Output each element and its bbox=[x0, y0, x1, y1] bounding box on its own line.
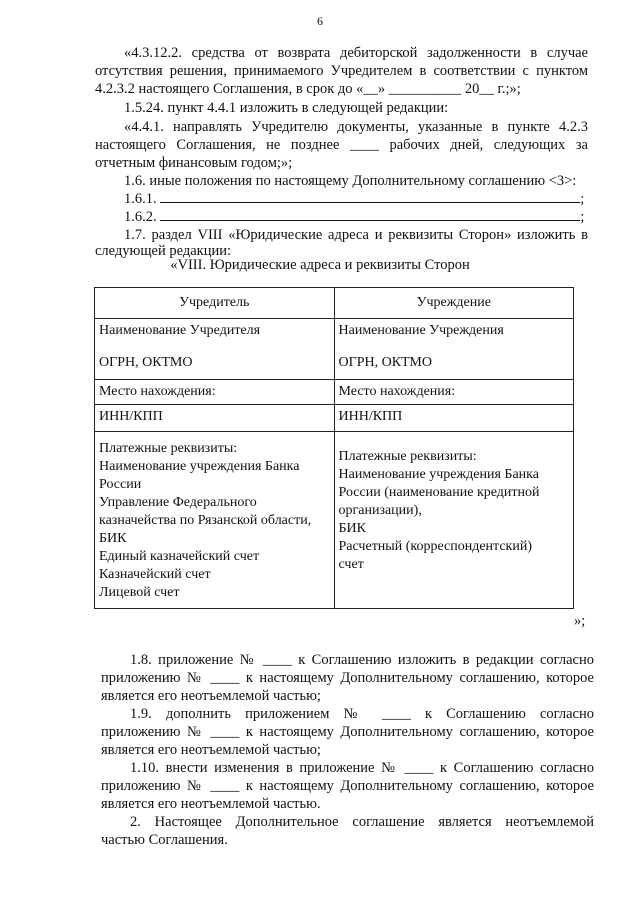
para-1-5-24: 1.5.24. пункт 4.4.1 изложить в следующей редакции: bbox=[124, 100, 449, 116]
page-number: 6 bbox=[317, 14, 323, 28]
para-1-8-line3: является его неотъемлемой частью; bbox=[101, 688, 321, 704]
para-2-line1: 2. Настоящее Дополнительное соглашение является неотъемлемой bbox=[130, 814, 594, 830]
institution-name-cell bbox=[334, 319, 574, 380]
founder-payment-line: России bbox=[99, 477, 142, 492]
founder-payment-line: Платежные реквизиты: bbox=[99, 441, 238, 456]
para-1-6-1-end: ; bbox=[580, 191, 585, 207]
para-1-6-1 bbox=[124, 190, 588, 208]
founder-payment-line: казначейства по Рязанской области, bbox=[99, 513, 312, 528]
header-institution: Учреждение bbox=[334, 288, 574, 319]
para-1-6-2-end: ; bbox=[580, 209, 585, 225]
table-row-payment bbox=[95, 432, 574, 609]
founder-location: Место нахождения: bbox=[95, 380, 335, 405]
para-1-10-line3: является его неотъемлемой частью. bbox=[101, 796, 321, 812]
founder-payment-line: Управление Федерального bbox=[99, 495, 257, 510]
para-4-3-12-2-line3: 4.2.3.2 настоящего Соглашения, в срок до «__» __________ 20__ г.;»; bbox=[95, 81, 521, 97]
founder-payment-line: Лицевой счет bbox=[99, 585, 180, 600]
founder-payment-line: Казначейский счет bbox=[99, 567, 211, 582]
para-4-4-1-line1: «4.4.1. направлять Учредителю документы, указанные в пункте 4.2.3 bbox=[124, 119, 588, 135]
requisites-table bbox=[94, 287, 574, 609]
table-row-location bbox=[95, 380, 574, 405]
para-1-7-line2: следующей редакции: bbox=[95, 243, 232, 259]
para-1-9-line2: приложению № ____ к настоящему Дополнительному соглашению, которое bbox=[101, 724, 594, 740]
para-4-4-1-line3: отчетным финансовым годом;»; bbox=[95, 155, 293, 171]
institution-payment-line: Расчетный (корреспондентский) bbox=[338, 539, 532, 554]
institution-location: Место нахождения: bbox=[334, 380, 574, 405]
para-1-9-line3: является его неотъемлемой частью; bbox=[101, 742, 321, 758]
founder-inn: ИНН/КПП bbox=[95, 405, 335, 432]
founder-name: Наименование Учредителя bbox=[99, 323, 261, 338]
founder-payment-line: Единый казначейский счет bbox=[99, 549, 260, 564]
para-1-6: 1.6. иные положения по настоящему Дополнительному соглашению <3>: bbox=[124, 173, 577, 189]
table-header-row bbox=[95, 288, 574, 319]
para-1-10-line2: приложению № ____ к настоящему Дополнительному соглашению, которое bbox=[101, 778, 594, 794]
institution-payment-line: БИК bbox=[338, 521, 366, 536]
table-row-names bbox=[95, 319, 574, 380]
institution-payment-line: Наименование учреждения Банка bbox=[338, 467, 539, 482]
para-1-6-1-number: 1.6.1. bbox=[124, 191, 157, 207]
para-1-8-line1: 1.8. приложение № ____ к Соглашению изложить в редакции согласно bbox=[130, 652, 594, 668]
para-1-9-line1: 1.9. дополнить приложением № ____ к Соглашению согласно bbox=[130, 706, 594, 722]
institution-name: Наименование Учреждения bbox=[338, 323, 504, 338]
para-4-3-12-2-line2: отсутствия решения, принимаемого Учредителем в соответствии с пунктом bbox=[95, 63, 588, 79]
para-1-6-1-blank bbox=[160, 190, 580, 203]
para-1-6-2-blank bbox=[160, 208, 580, 221]
para-1-6-2 bbox=[124, 208, 588, 226]
header-founder: Учредитель bbox=[95, 288, 335, 319]
founder-payment-line: БИК bbox=[99, 531, 127, 546]
table-close-quote: »; bbox=[574, 613, 586, 629]
institution-payment-cell bbox=[334, 432, 574, 609]
founder-name-cell bbox=[95, 319, 335, 380]
para-4-4-1-line2: настоящего Соглашения, не позднее ____ рабочих дней, следующих за bbox=[95, 137, 588, 153]
institution-payment-line: России (наименование кредитной bbox=[338, 485, 540, 500]
para-1-10-line1: 1.10. внести изменения в приложение № ____ к Соглашению согласно bbox=[130, 760, 594, 776]
para-1-7-line1: 1.7. раздел VIII «Юридические адреса и реквизиты Сторон» изложить в bbox=[124, 227, 588, 243]
section-heading: «VIII. Юридические адреса и реквизиты Сторон bbox=[170, 257, 470, 273]
para-1-8-line2: приложению № ____ к настоящему Дополнительному соглашению, которое bbox=[101, 670, 594, 686]
founder-ogrn: ОГРН, ОКТМО bbox=[99, 355, 193, 370]
founder-payment-line: Наименование учреждения Банка bbox=[99, 459, 300, 474]
institution-payment-line: организации), bbox=[338, 503, 422, 518]
institution-inn: ИНН/КПП bbox=[334, 405, 574, 432]
para-4-3-12-2-line1: «4.3.12.2. средства от возврата дебиторской задолженности в случае bbox=[124, 45, 588, 61]
founder-payment-cell bbox=[95, 432, 335, 609]
institution-payment-line: счет bbox=[338, 557, 364, 572]
institution-ogrn: ОГРН, ОКТМО bbox=[338, 355, 432, 370]
para-2-line2: частью Соглашения. bbox=[101, 832, 228, 848]
para-1-6-2-number: 1.6.2. bbox=[124, 209, 157, 225]
table-row-inn bbox=[95, 405, 574, 432]
institution-payment-line: Платежные реквизиты: bbox=[338, 449, 477, 464]
